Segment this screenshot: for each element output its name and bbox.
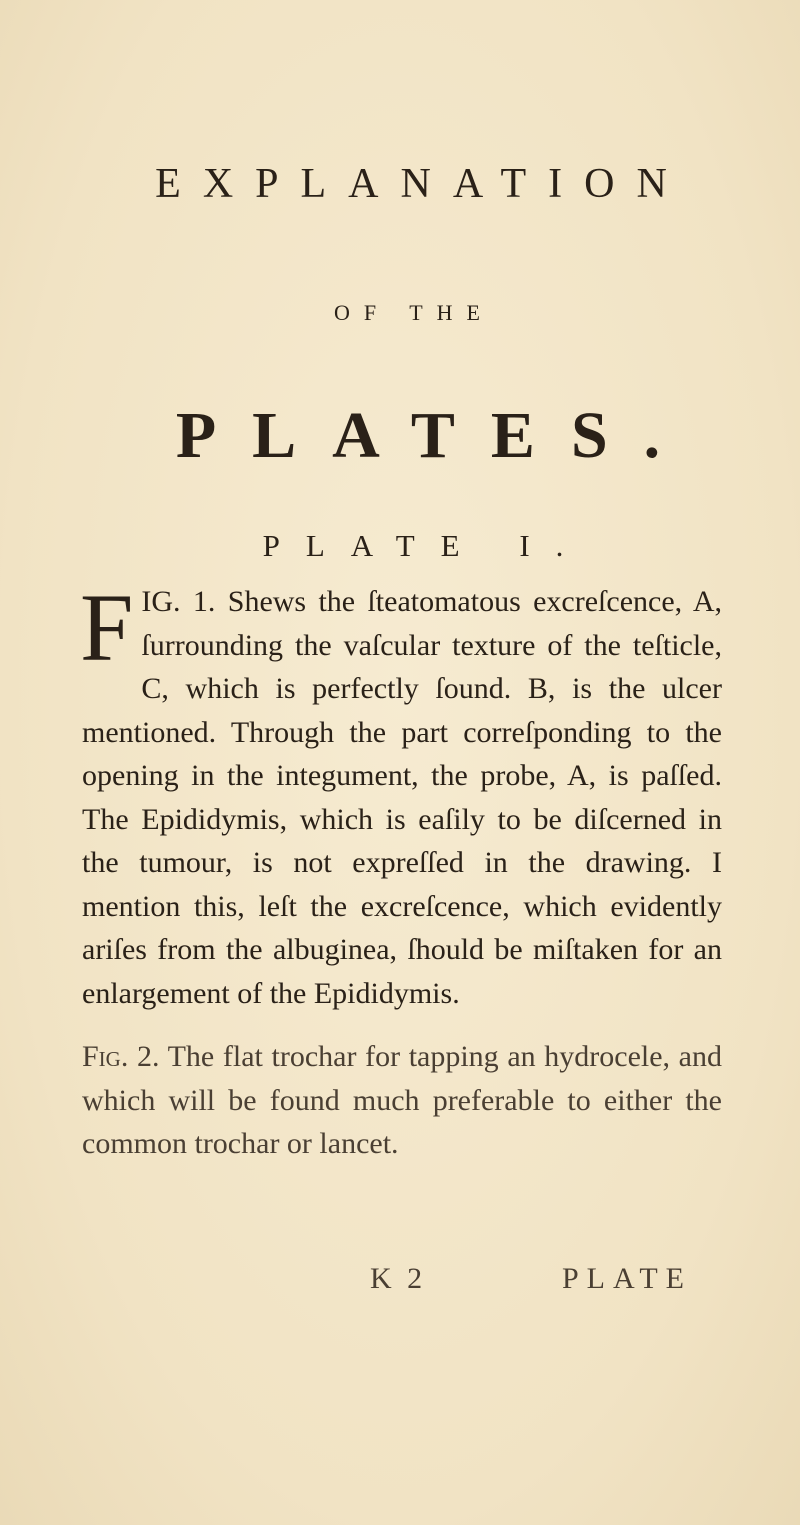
- fig-1-paragraph: [80, 574, 722, 1015]
- fig-2-text: The flat trochar for tapping an hydrocele, and which will be found much preferable to either the common trochar or lancet.: [82, 1040, 722, 1160]
- signature-mark: K 2: [370, 1262, 427, 1295]
- fig-1-text: IG. 1. Shews the ſteatomatous excreſcence, A, ſurrounding the vaſcular texture of the teſticle, C, which is perfectly ſound. B, is the ulcer mentioned. Through the part correſponding to the opening in the integument, the probe, A, is paſſed. The Epididymis, which is eaſily to be diſcerned in the tumour, is not expreſſed in the drawing. I mention this, leſt the excreſcence, which evidently ariſes from the albuginea, ſhould be miſtaken for an enlargement of the Epididymis.: [82, 585, 722, 1010]
- fig-2-paragraph: [82, 1035, 722, 1166]
- drop-cap: F: [80, 574, 134, 681]
- page-subtitle: OF THE: [334, 300, 494, 325]
- plate-title: PLATE I.: [262, 528, 590, 563]
- fig-2-label: Fig. 2.: [82, 1040, 160, 1073]
- catchword: PLATE: [562, 1262, 692, 1295]
- page-title: EXPLANATION: [155, 161, 689, 207]
- plates-heading: PLATES.: [175, 399, 697, 472]
